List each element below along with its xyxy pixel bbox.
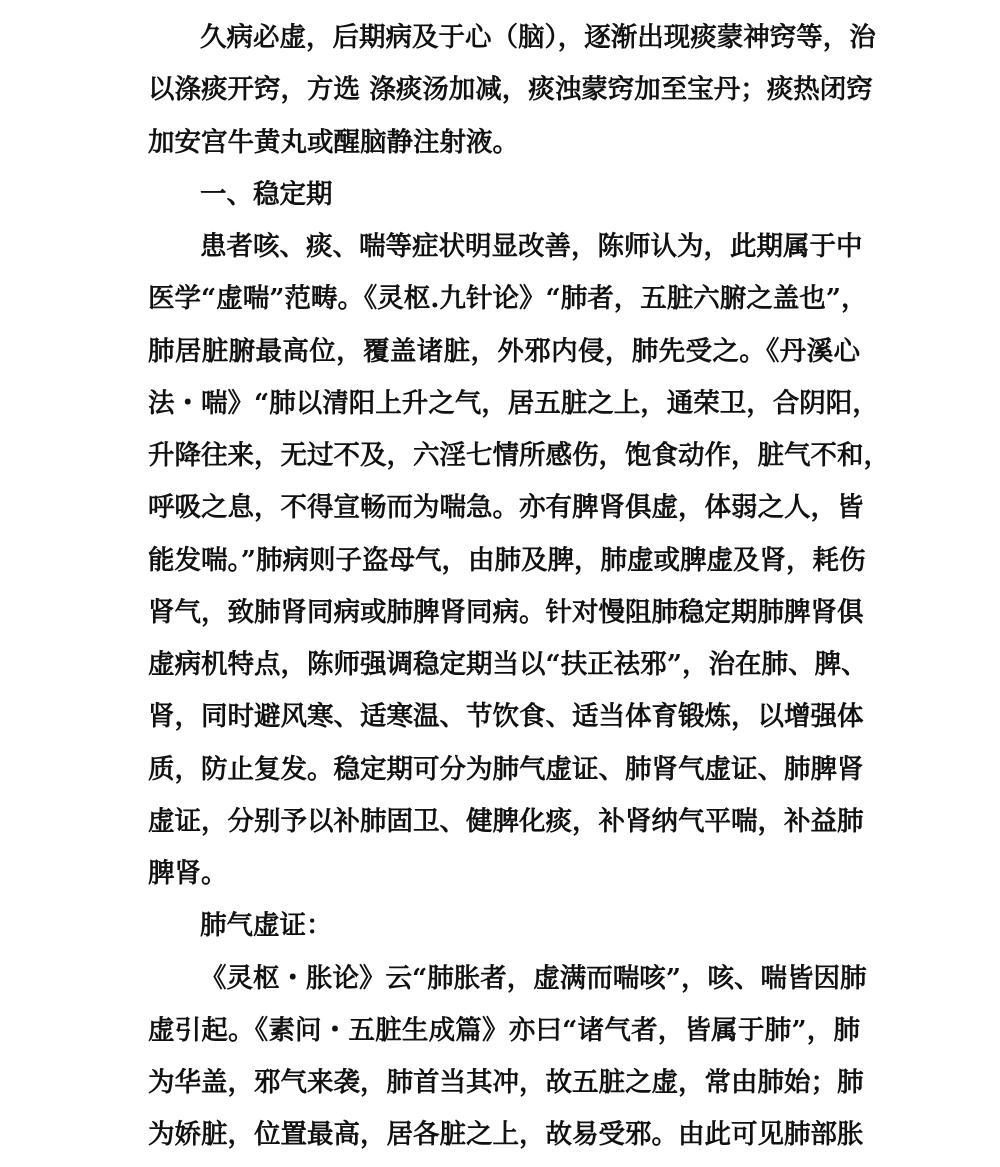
text-line: 虚引起。《素问・五脏生成篇》亦曰“诸气者，皆属于肺”，肺 [148,1015,860,1046]
text-line: 肺居脏腑最高位，覆盖诸脏，外邪内侵，肺先受之。《丹溪心 [148,336,860,367]
text-line: 医学“虚喘”范畴。《灵枢.九针论》“肺者，五脏六腑之盖也”， [148,283,868,314]
text-line: 加安宫牛黄丸或醒脑静注射液。 [148,127,519,158]
text-line: 久病必虚，后期病及于心（脑），逐渐出现痰蒙神窍等，治 [200,22,876,53]
text-line: 《灵枢・胀论》云“肺胀者，虚满而喘咳”，咳、喘皆因肺 [200,963,867,994]
text-line: 能发喘。”肺病则子盗母气，由肺及脾，肺虚或脾虚及肾，耗伤 [148,545,866,576]
text-line: 肾气，致肺肾同病或肺脾肾同病。针对慢阻肺稳定期肺脾肾俱 [148,597,864,628]
text-line: 为娇脏，位置最高，居各脏之上，故易受邪。由此可见肺部胀 [148,1119,864,1150]
text-line: 肾，同时避风寒、适寒温、节饮食、适当体育锻炼，以增强体 [148,701,864,732]
subsection-heading: 肺气虚证： [200,910,333,941]
text-line: 虚病机特点，陈师强调稳定期当以“扶正祛邪”，治在肺、脾、 [148,649,868,680]
text-line: 虚证，分别予以补肺固卫、健脾化痰，补肾纳气平喘，补益肺 [148,806,864,837]
text-line: 患者咳、痰、喘等症状明显改善，陈师认为，此期属于中 [200,231,863,262]
text-line: 为华盖，邪气来袭，肺首当其冲，故五脏之虚，常由肺始；肺 [148,1067,864,1098]
section-heading: 一、稳定期 [200,179,333,210]
text-line: 以涤痰开窍，方选 涤痰汤加减，痰浊蒙窍加至宝丹；痰热闭窍 [148,74,873,105]
text-line: 法・喘》“肺以清阳上升之气，居五脏之上，通荣卫，合阴阳， [148,388,879,419]
text-line: 呼吸之息，不得宣畅而为喘急。亦有脾肾俱虚，体弱之人，皆 [148,492,864,523]
text-line: 脾肾。 [148,858,228,889]
text-line: 升降往来，无过不及，六淫七情所感伤，饱食动作，脏气不和， [148,440,890,471]
text-line: 质，防止复发。稳定期可分为肺气虚证、肺肾气虚证、肺脾肾 [148,754,864,785]
